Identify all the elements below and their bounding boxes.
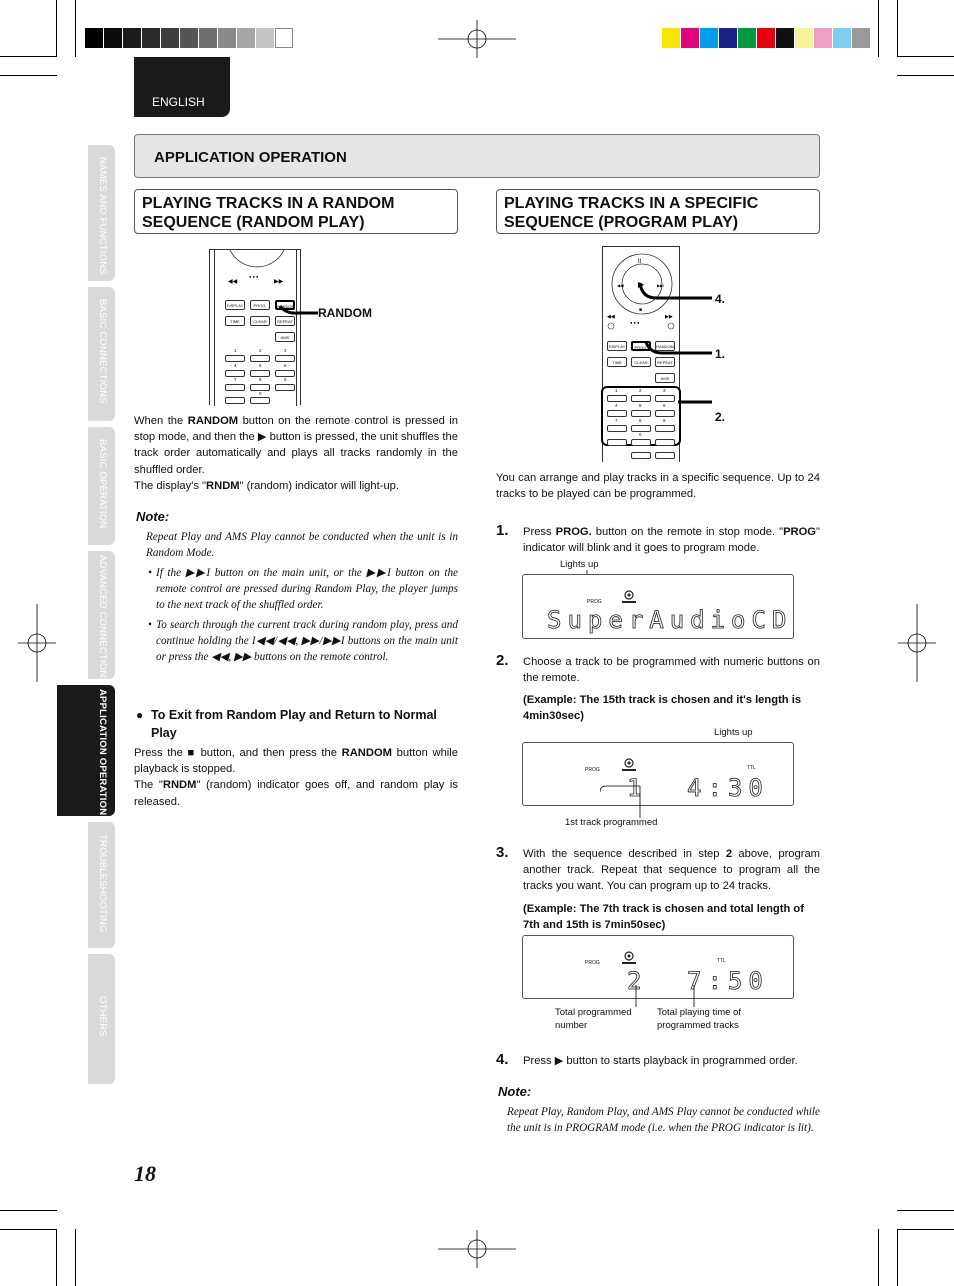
svg-text:▶: ▶ <box>638 280 645 289</box>
key-7[interactable] <box>225 384 245 391</box>
lcd-caption-total-number: Total programmed number <box>555 1007 632 1031</box>
step3-lcd-pointers <box>626 985 706 1007</box>
registration-mark-right <box>898 604 936 682</box>
key-label: 4 <box>234 363 237 368</box>
note-bullet: • If the ▶▶I button on the main unit, or the ▶▶I button on the remote control are pressed during Random Play, the player jumps to the next track of the shuffled order. <box>148 567 458 611</box>
key-label: 9 <box>663 418 666 423</box>
text: Press <box>523 526 556 538</box>
key-label: 6 <box>663 403 666 408</box>
note-bullet: • To search through the current track during random play, press and continue holding the I◀◀/◀◀, ▶▶/▶▶I buttons on the main unit or press the ◀◀, ▶▶ buttons on the remote control. <box>148 619 458 663</box>
key-label: 7 <box>234 377 237 382</box>
text: The display's " <box>134 479 207 492</box>
lcd-time: 7:50 <box>687 967 769 995</box>
key-memo[interactable] <box>607 439 627 446</box>
key-7[interactable] <box>607 425 627 432</box>
random-title-line2: SEQUENCE (RANDOM PLAY) <box>142 214 365 231</box>
key-1[interactable] <box>225 355 245 362</box>
key-label: 0 <box>259 391 262 396</box>
side-tab-advanced-connections[interactable] <box>88 551 115 684</box>
language-tab <box>134 57 230 117</box>
repeat-button[interactable]: REPEAT <box>275 316 295 326</box>
random-note-body <box>146 529 458 665</box>
key-label: 1 <box>615 388 618 393</box>
text: above, program another track. Repeat that sequence to program all the tracks you want. You can program up to 24 tracks. <box>523 848 820 893</box>
text: button on the remote control is pressed in stop mode, and then the ▶ button is pressed, the unit shuffles the track order automatically and plays all tracks randomly in the shuffled order. <box>134 415 459 476</box>
step-2-number: 2. <box>496 652 509 669</box>
key-label: 2 <box>639 388 642 393</box>
lights-up-label: Lights up <box>560 559 599 570</box>
prog-button[interactable]: PROG. <box>250 300 270 310</box>
key-phase[interactable] <box>655 452 675 459</box>
text: " (random) indicator will light-up. <box>239 479 400 492</box>
lcd-time: 4:30 <box>687 774 769 802</box>
key-1[interactable] <box>607 395 627 402</box>
registration-mark-left <box>18 604 56 682</box>
side-tab-label: TROUBLESHOOTING <box>96 834 108 933</box>
page-number: 18 <box>134 1161 156 1186</box>
svg-text:◀◀: ◀◀ <box>607 314 615 320</box>
registration-mark-top <box>438 20 516 58</box>
random-callout-label: RANDOM <box>318 306 372 320</box>
program-title-line1: PLAYING TRACKS IN A SPECIFIC <box>504 195 759 212</box>
text: button while playback is stopped. <box>134 747 458 776</box>
display-button[interactable]: DISPLAY <box>225 300 245 310</box>
repeat-button[interactable]: REPEAT <box>655 357 675 367</box>
ams-button[interactable]: AMS <box>655 373 675 383</box>
lcd-track-number: 1 <box>627 774 648 802</box>
text-bold: 2 <box>725 848 733 860</box>
side-tab-names-and-functions[interactable] <box>88 145 115 281</box>
step-1-text <box>523 524 820 556</box>
side-tab-label: ADVANCED CONNECTIONS <box>96 555 108 684</box>
callout-step-1: 1. <box>715 347 726 361</box>
key-dimmer[interactable] <box>655 439 675 446</box>
side-tab-label: BASIC OPERATION <box>96 439 108 529</box>
step-3-number: 3. <box>496 844 509 861</box>
svg-text:▶▶: ▶▶ <box>665 314 673 320</box>
key-label: 8 <box>259 377 262 382</box>
side-tab-label: NAMES AND FUNCTIONS <box>96 157 108 275</box>
prog-button[interactable]: PROG. <box>631 341 651 351</box>
side-tab-application-operation[interactable] <box>57 685 115 816</box>
svg-text:▶▶: ▶▶ <box>274 279 284 285</box>
remote-illustration-random <box>209 249 301 405</box>
random-title-line1: PLAYING TRACKS IN A RANDOM <box>142 195 395 212</box>
clear-button[interactable]: CLEAR <box>250 316 270 326</box>
key-2[interactable] <box>250 355 270 362</box>
key-4[interactable] <box>607 410 627 417</box>
key-label: 4 <box>615 403 618 408</box>
side-tab-basic-connections[interactable] <box>88 287 115 421</box>
key-8[interactable] <box>250 384 270 391</box>
side-tab-basic-operation[interactable] <box>88 427 115 545</box>
step-2-example: (Example: The 15th track is chosen and it's length is 4min30sec) <box>523 694 802 723</box>
key-0[interactable] <box>250 397 270 404</box>
language-label: ENGLISH <box>152 95 205 109</box>
lcd-prog-indicator: PROG <box>587 599 602 605</box>
side-tab-label: BASIC CONNECTIONS <box>96 299 108 404</box>
step-3-text <box>523 846 820 895</box>
program-intro: You can arrange and play tracks in a specific sequence. Up to 24 tracks to be played can be programmed. <box>496 472 820 501</box>
key-8[interactable] <box>631 425 651 432</box>
svg-text:◀◀: ◀◀ <box>228 279 238 285</box>
text-bold: PROG. <box>555 526 592 538</box>
exit-random-heading: ● To Exit from Random Play and Return to Normal Play <box>136 706 458 742</box>
callout-step-4: 4. <box>715 292 726 306</box>
key-external[interactable] <box>631 452 651 459</box>
lcd-track-number: 2 <box>627 967 648 995</box>
key-9[interactable] <box>275 384 295 391</box>
key-label: 9 <box>284 377 287 382</box>
program-callout-lines <box>636 280 712 420</box>
program-title-line2: SEQUENCE (PROGRAM PLAY) <box>504 214 739 231</box>
text-bold: RNDM <box>206 479 240 492</box>
section-header <box>134 134 820 178</box>
step-3-example: (Example: The 7th track is chosen and total length of 7th and 15th is 7min50sec) <box>523 903 804 932</box>
key-9[interactable] <box>655 425 675 432</box>
clear-button[interactable]: CLEAR <box>631 357 651 367</box>
lcd-ttl-indicator: TTL <box>717 958 726 964</box>
step-2-text: Choose a track to be programmed with numeric buttons on the remote. <box>523 656 820 685</box>
time-button[interactable]: TIME <box>225 316 245 326</box>
key-label: 3 <box>663 388 666 393</box>
text: Press the ■ button, and then press the <box>134 747 342 759</box>
key-5[interactable] <box>250 370 270 377</box>
random-play-heading <box>134 189 458 234</box>
key-label: 1 <box>234 348 237 353</box>
transport-ring <box>222 250 292 290</box>
text: " indicator will blink and it goes to program mode. <box>523 526 820 555</box>
text-bold: RNDM <box>162 779 197 792</box>
key-3[interactable] <box>275 355 295 362</box>
key-label: 5 <box>259 363 262 368</box>
program-note-title: Note: <box>498 1084 532 1099</box>
exit-random-text <box>134 745 458 810</box>
key-label: 6 <box>284 363 287 368</box>
step-4-number: 4. <box>496 1051 509 1068</box>
key-6[interactable] <box>275 370 295 377</box>
random-note-title: Note: <box>136 509 170 524</box>
note-text: Repeat Play and AMS Play cannot be conducted when the unit is in Random Mode. <box>146 531 458 559</box>
time-button[interactable]: TIME <box>607 357 627 367</box>
side-tab-label: APPLICATION OPERATION <box>96 689 108 816</box>
text: With the sequence described in step <box>523 848 726 860</box>
lcd-ttl-indicator: TTL <box>747 765 756 771</box>
random-callout-line <box>278 300 318 320</box>
lcd-display-step1 <box>522 574 794 639</box>
lcd-prog-indicator: PROG <box>585 767 600 773</box>
text: button on the remote in stop mode. " <box>591 526 784 538</box>
key-label: 2 <box>259 348 262 353</box>
svg-text:● ● ●: ● ● ● <box>249 274 259 279</box>
svg-text:▶▶I: ▶▶I <box>657 283 665 288</box>
key-label: 3 <box>284 348 287 353</box>
step2-lcd-pointers <box>600 784 800 818</box>
text: " (random) indicator goes off, and random play is released. <box>134 779 459 808</box>
note-text: If the ▶▶I button on the main unit, or the ▶▶I button on the remote control are pressed during Random Play, the player jumps to the next track of the shuffled order. <box>156 567 458 611</box>
random-button[interactable]: RANDOM <box>655 341 675 351</box>
program-play-heading <box>496 189 820 234</box>
side-tab-troubleshooting[interactable] <box>88 822 115 948</box>
program-note-body: Repeat Play, Random Play, and AMS Play cannot be conducted while the unit is in PROGRAM mode (i.e. when the PROG indicator is lit). <box>507 1106 820 1134</box>
key-memo[interactable] <box>225 397 245 404</box>
section-title: APPLICATION OPERATION <box>154 149 347 166</box>
ams-button[interactable]: AMS <box>275 332 295 342</box>
lcd-caption-total-time: Total playing time of programmed tracks <box>657 1007 741 1031</box>
text-bold: PROG <box>783 526 817 538</box>
svg-text:● ● ●: ● ● ● <box>630 320 640 325</box>
key-label: 7 <box>615 418 618 423</box>
registration-mark-bottom <box>438 1230 516 1268</box>
key-label: 5 <box>639 403 642 408</box>
text-bold: RANDOM <box>187 415 239 427</box>
lcd-prog-indicator: PROG <box>585 960 600 966</box>
svg-text:■: ■ <box>639 307 643 313</box>
text: The " <box>134 779 163 792</box>
key-0[interactable] <box>631 439 651 446</box>
note-text: To search through the current track during random play, press and continue holding the I◀◀/◀◀, ▶▶/▶▶I buttons on the main unit or press the ◀◀, ▶▶ buttons on the remote control. <box>156 619 458 663</box>
exit-title: To Exit from Random Play and Return to Normal Play <box>151 708 437 740</box>
lcd-caption-first-track: 1st track programmed <box>565 817 658 828</box>
key-4[interactable] <box>225 370 245 377</box>
key-label: 8 <box>639 418 642 423</box>
step-4-text: Press ▶ button to starts playback in programmed order. <box>523 1055 798 1067</box>
svg-text:II: II <box>638 259 642 265</box>
side-tab-others[interactable] <box>88 954 115 1084</box>
lights-up-label: Lights up <box>714 727 753 738</box>
side-tab-label: OTHERS <box>96 996 108 1037</box>
step-1-number: 1. <box>496 522 509 539</box>
random-button[interactable]: RANDOM <box>275 300 295 310</box>
svg-text:◀◀I: ◀◀I <box>617 283 625 288</box>
random-description <box>134 413 458 494</box>
display-button[interactable]: DISPLAY <box>607 341 627 351</box>
text-bold: RANDOM <box>341 747 392 759</box>
text: When the <box>134 415 188 427</box>
lcd-main-text: SuperAudioCD <box>547 606 793 634</box>
callout-step-2: 2. <box>715 410 726 424</box>
key-label: 0 <box>639 432 642 437</box>
